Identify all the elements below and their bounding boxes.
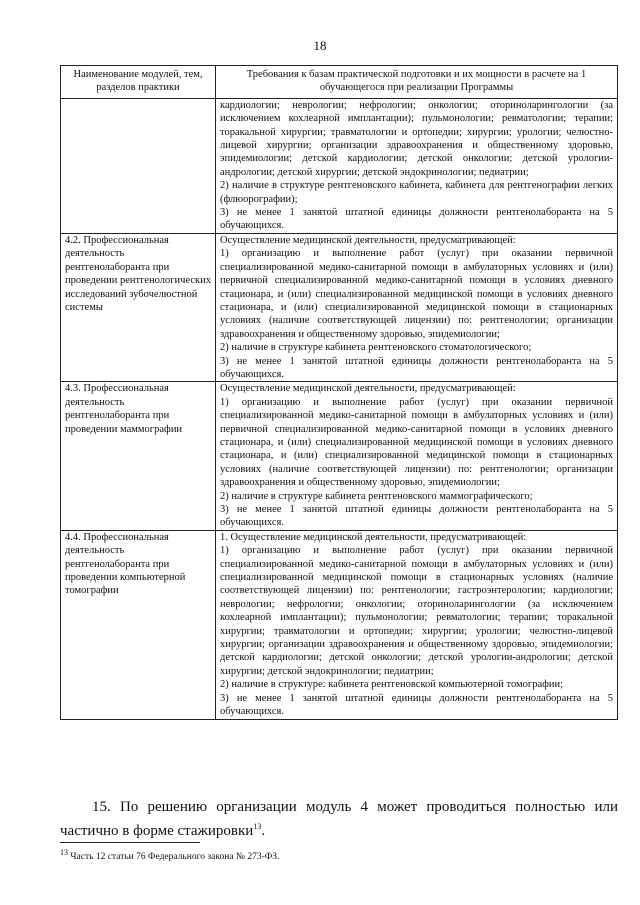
table-header-row	[61, 66, 618, 99]
requirement-line: 1) организацию и выполнение работ (услуг) при оказании первичной специализированной медико-санитарной помощи в амбулаторных условиях и (или) первичной специализированной медико-санитарной помощи в условиях дневного стационара, и (или) специализированной медицинской помощи в условиях дневного стационара, и (или) специализированной медицинской помощи в стационарных условиях (наличие соответствующей лицензии) по: рентгенологии; организации здравоохранения и общественному здоровью, эпидемиологии;	[220, 396, 613, 489]
requirement-line: 2) наличие в структуре: кабинета рентгеновской компьютерной томографии;	[220, 679, 564, 691]
requirements-table	[60, 65, 618, 720]
requirement-line: 2) наличие в структуре кабинета рентгеновского маммографического;	[220, 490, 533, 502]
module-cell: 4.3. Профессиональная деятельность рентгенолаборанта при проведении маммографии	[61, 382, 216, 530]
requirement-line: 1) организацию и выполнение работ (услуг) при оказании первичной специализированной медико-санитарной помощи в амбулаторных условиях и (или) первичной специализированной медико-санитарной помощи в условиях дневного стационара, и (или) специализированной медицинской помощи в условиях дневного стационара, и (или) специализированной медицинской помощи в стационарных условиях (наличие соответствующей лицензии) по: рентгенологии; организации здравоохранения и общественному здоровью, эпидемиологии;	[220, 248, 613, 340]
requirement-line: 3) не менее 1 занятой штатной единицы должности рентгенолаборанта на 5 обучающихся.	[220, 692, 613, 718]
header-requirements: Требования к базам практической подготовки и их мощности в расчете на 1 обучающегося при реализации Программы	[216, 66, 618, 99]
footnote-divider	[60, 842, 200, 843]
module-cell: 4.2. Профессиональная деятельность рентгенолаборанта при проведении рентгенологических исследований зубочелюстной системы	[61, 233, 216, 381]
footnote-reference: 13	[253, 822, 262, 831]
requirement-line: 2) наличие в структуре кабинета рентгеновского стоматологического;	[220, 342, 532, 354]
table-row	[61, 98, 618, 233]
clause-15	[60, 797, 618, 841]
table-row	[61, 530, 618, 719]
footnote-text: Часть 12 статьи 76 Федерального закона № 273-ФЗ.	[68, 852, 280, 863]
requirement-line: 1) организацию и выполнение работ (услуг) при оказании первичной специализированной медико-санитарной помощи в амбулаторных условиях и (или) специализированной медицинской помощи в стационарных условиях (наличие соответствующей лицензии) по: рентгенологии; гастроэнтерологии; кардиологии; неврологии; нефрологии; онкологии; оториноларингологии (за исключением кохлеарной имплантации); пульмонологии; ревматологии; терапии; торакальной хирургии; травматологии и ортопедии; хирургии; урологии; челюстно-лицевой хирургии; организации здравоохранения и общественному здоровью, эпидемиологии; детской кардиологии; детской онкологии; детской урологии-андрологии; детской хирургии; детской эндокринологии; педиатрии;	[220, 545, 613, 677]
requirement-line: 3) не менее 1 занятой штатной единицы должности рентгенолаборанта на 5 обучающихся.	[220, 207, 613, 232]
page-number: 18	[313, 38, 327, 53]
requirement-line: 3) не менее 1 занятой штатной единицы должности рентгенолаборанта на 5 обучающихся.	[220, 504, 613, 529]
table-row	[61, 233, 618, 381]
requirements-cell	[216, 382, 618, 530]
requirement-line: 2) наличие в структуре рентгеновского кабинета, кабинета для рентгенографии легких (флюорографии);	[220, 180, 613, 205]
clause-text: 15. По решению организации модуль 4 может проводиться полностью или частично в форме стажировки	[60, 799, 618, 839]
header-modules: Наименование модулей, тем, разделов практики	[61, 66, 216, 99]
footnote-marker: 13	[60, 848, 68, 857]
table-row	[61, 382, 618, 530]
requirement-line: Осуществление медицинской деятельности, предусматривающей:	[220, 383, 516, 395]
requirements-cell	[216, 530, 618, 719]
requirements-cell	[216, 233, 618, 381]
requirement-line: 1. Осуществление медицинской деятельности, предусматривающей:	[220, 531, 527, 543]
requirement-line: 3) не менее 1 занятой штатной единицы должности рентгенолаборанта на 5 обучающихся.	[220, 355, 613, 380]
module-cell: 4.4. Профессиональная деятельность рентгенолаборанта при проведении компьютерной томографии	[61, 530, 216, 719]
requirement-line: Осуществление медицинской деятельности, предусматривающей:	[220, 234, 516, 246]
module-cell	[61, 98, 216, 233]
clause-end: .	[261, 823, 266, 839]
footnote	[60, 848, 279, 862]
requirements-cell	[216, 98, 618, 233]
requirement-line: кардиологии; неврологии; нефрологии; онкологии; оториноларингологии (за исключением кохлеарной имплантации); пульмонологии; ревматологии; терапии; торакальной хирургии; травматологии и ортопедии; хирургии; урологии; челюстно-лицевой хирургии; организации здравоохранения и общественному здоровью, эпидемиологии; детской кардиологии; детской онкологии; детской урологии-андрологии; детской хирургии; детской эндокринологии; педиатрии;	[220, 99, 613, 178]
